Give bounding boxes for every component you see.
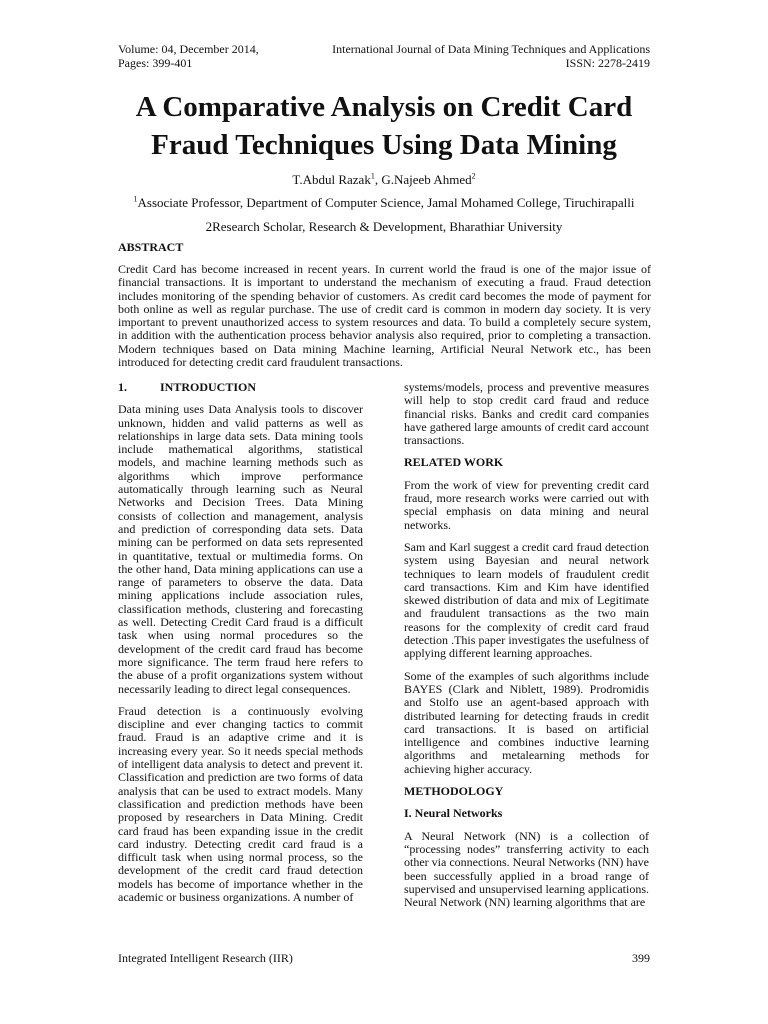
introduction-number: 1.	[118, 380, 127, 394]
header-left	[118, 42, 259, 70]
intro-paragraph-2: Fraud detection is a continuously evolving discipline and ever changing tactics to commit fraud. Fraud is an adaptive crime and it is increasing every year. So it needs special methods of intelligent data analysis to detect and prevent it. Classification and prediction are two forms of data analysis that can be used to extract models. Many classification and prediction methods have been proposed by researchers in Data Mining. Credit card fraud has been expanding issue in the credit card industry. Detecting credit card fraud is a difficult task when using normal process, so the development of the credit card fraud detection models has become of importance whether in the academic or business organizations. A number of	[118, 703, 363, 904]
authors	[100, 172, 668, 188]
introduction-heading	[118, 381, 363, 394]
affiliation-1	[80, 195, 688, 211]
continued-paragraph: systems/models, process and preventive measures will help to stop credit card fraud and reduce financial risks. Banks and credit card companies have gathered large amounts of credit card account transactions.	[404, 380, 649, 448]
neural-networks-paragraph: A Neural Network (NN) is a collection of “processing nodes” transferring activity to each other via connections. Neural Networks (NN) have been successfully applied in a broad range of supervised and unsupervised learning applications. Neural Network (NN) learning algorithms that are	[404, 828, 649, 910]
footer-journal: Integrated Intelligent Research (IIR)	[118, 951, 293, 965]
title-line-2: Fraud Techniques Using Data Mining	[151, 129, 617, 161]
affiliation-1-text: Associate Professor, Department of Computer Science, Jamal Mohamed College, Tiruchirapalli	[137, 195, 635, 210]
header-pages: Pages: 399-401	[118, 56, 193, 70]
affiliation-2: 2Research Scholar, Research & Development, Bharathiar University	[205, 219, 563, 234]
author-2-sup: 2	[471, 171, 476, 181]
author-1-sup: 1	[370, 171, 375, 181]
introduction-title: INTRODUCTION	[160, 380, 257, 394]
intro-paragraph-1: Data mining uses Data Analysis tools to discover unknown, hidden and valid patterns as well as relationships in large data sets. Data mining tools include mathematical algorithms, statistical models, and machine learning methods such as algorithms which improve performance automatically through learning such as Neural Networks and Decision Trees. Data Mining consists of collection and management, analysis and prediction of corresponding data sets. Data mining can be performed on data sets represented in quantitative, textual or multimedia forms. On the other hand, Data mining applications can use a range of parameters to observe the data. Data mining applications include association rules, classification methods, clustering and forecasting as well. Detecting Credit Card fraud is a difficult task when using normal procedures so the development of the credit card fraud has become more significance. The term fraud here refers to the abuse of a profit organizations system without necessarily leading to direct legal consequences.	[118, 402, 363, 696]
footer-page-number: 399	[632, 951, 650, 965]
title-line-1: A Comparative Analysis on Credit Card	[135, 91, 633, 123]
methodology-heading: METHODOLOGY	[404, 784, 504, 799]
header-right	[332, 42, 650, 70]
header-journal: International Journal of Data Mining Techniques and Applications	[332, 42, 650, 56]
affiliation-1-sup: 1	[133, 194, 138, 204]
abstract-heading: ABSTRACT	[118, 240, 184, 254]
related-paragraph-2: Sam and Karl suggest a credit card fraud detection system using Bayesian and neural network techniques to learn models of fraudulent credit card transactions. Kim and Kim have identified skewed distribution of data and mix of Legitimate and fraudulent transactions as the two main reasons for the complexity of credit card fraud detection .This paper investigates the usefulness of applying different learning approaches.	[404, 539, 649, 661]
paper-title	[100, 88, 668, 164]
author-1: T.Abdul Razak	[292, 172, 371, 187]
abstract-text: Credit Card has become increased in recent years. In current world the fraud is one of the major issue of financial transactions. It is important to understand the mechanism of executing a fraud. Fraud detection includes monitoring of the spending behavior of customers. As credit card becomes the mode of payment for both online as well as regular purchase. The use of credit card is common in modern day society. It is very important to prevent unauthorized access to system resources and data. To build a completely secure system, in addition with the authentication process behavior analysis also required, prior to completing a transaction. Modern techniques based on Data mining Machine learning, Artificial Neural Network etc., has been introduced for detecting credit card fraudulent transactions.	[118, 262, 651, 370]
related-paragraph-3: Some of the examples of such algorithms include BAYES (Clark and Niblett, 1989). Prodromidis and Stolfo use an agent-based approach with distributed learning for detecting frauds in credit card transactions. It is based on artificial intelligence and combines inductive learning algorithms and metalearning methods for achieving higher accuracy.	[404, 668, 649, 776]
header-volume: Volume: 04, December 2014,	[118, 42, 259, 56]
author-2: , G.Najeeb Ahmed	[374, 172, 472, 187]
right-column	[404, 381, 649, 918]
related-paragraph-1: From the work of view for preventing credit card fraud, more research works were carried out with special emphasis on data mining and neural networks.	[404, 477, 649, 532]
related-work-heading: RELATED WORK	[404, 455, 504, 470]
header-issn: ISSN: 2278-2419	[565, 56, 650, 70]
left-column	[118, 381, 363, 913]
neural-networks-heading: I. Neural Networks	[404, 806, 503, 821]
